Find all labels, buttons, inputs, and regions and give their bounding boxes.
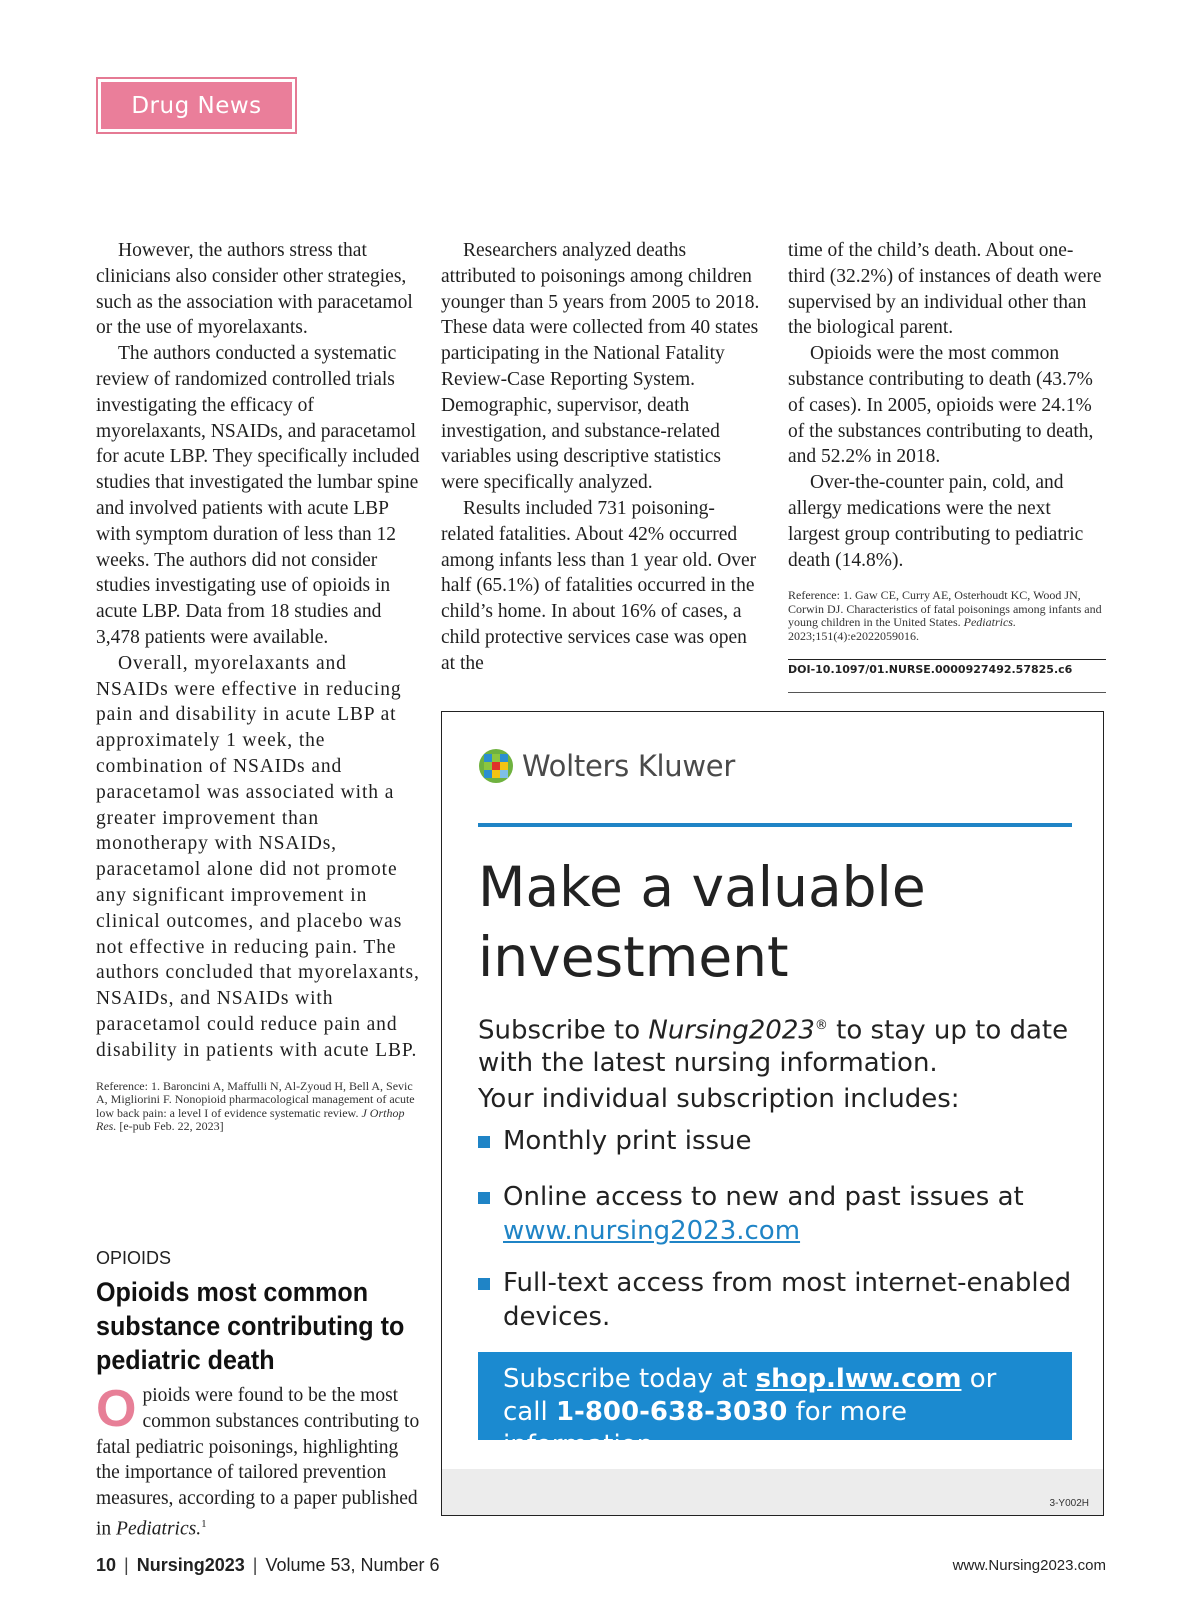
column-divider — [788, 692, 1106, 693]
col2-paragraph-1: Researchers analyzed deaths attributed to poisonings among children younger than 5 years from 2005 to 2018. These data were collected from 40 states participating in the National Fatality Review-Case Reporting System. Demographic, supervisor, death investigation, and substance-related variables using descriptive statistics were specifically analyzed. — [441, 240, 760, 494]
col1-reference — [96, 1080, 421, 1134]
col3-paragraph-2: Opioids were the most common substance contributing to death (43.7% of cases). In 2005, opioids were 24.1% of the substances contributing to death, and 52.2% in 2018. — [788, 343, 1094, 468]
reference-text: Reference: 1. Gaw CE, Curry AE, Osterhoudt KC, Wood JN, Corwin DJ. Characteristics of fatal poisonings among infants and young children in the United States. — [788, 588, 1102, 630]
brand-name: Wolters Kluwer — [522, 749, 735, 783]
benefits-list — [478, 1124, 1078, 1356]
list-item-text: Full-text access from most internet-enabled devices. — [503, 1268, 1072, 1332]
list-item — [478, 1180, 1078, 1248]
doi: DOI-10.1097/01.NURSE.0000927492.57825.c6 — [788, 659, 1106, 676]
reference-journal: Pediatrics. — [963, 615, 1016, 630]
col3-paragraph-1: time of the child’s death. About one-third (32.2%) of instances of death were supervised by an individual other than the biological parent. — [788, 240, 1102, 339]
footer-url[interactable]: www.Nursing2023.com — [952, 1557, 1106, 1574]
bullet-icon — [478, 1136, 490, 1148]
ad-intro — [478, 1010, 1078, 1115]
reference-text: Reference: 1. Baroncini A, Maffulli N, Al-Zyoud H, Bell A, Sevic A, Migliorini F. Nonopioid pharmacological management of acute low back pain: a level I of evidence systematic review. — [96, 1078, 415, 1120]
bullet-icon — [478, 1192, 490, 1204]
intro-subscription: Your individual subscription includes: — [478, 1083, 960, 1114]
col1-paragraph-2: The authors conducted a systematic review of randomized controlled trials investigating the efficacy of myorelaxants, NSAIDs, and paracetamol for acute LBP. They specifically included studies that investigated the lumbar spine and involved patients with acute LBP with symptom duration of less than 12 weeks. The authors did not consider studies investigating use of opioids in acute LBP. Data from 18 studies and 3,478 patients were available. — [96, 343, 420, 648]
section-tag-label: Drug News — [101, 82, 292, 129]
bullet-icon — [478, 1278, 490, 1290]
issue-info: Volume 53, Number 6 — [265, 1555, 440, 1575]
col2-paragraph-2: Results included 731 poisoning-related fatalities. About 42% occurred among infants less than 1 year old. Over half (65.1%) of fatalities occurred in the child’s home. In about 16% of cases, a child protective services case was open at the — [441, 497, 757, 674]
section-tag — [96, 77, 297, 134]
list-item — [478, 1124, 1078, 1158]
cta-text-or: or — [961, 1364, 997, 1394]
lead-citation: 1 — [201, 1517, 207, 1530]
cta-text: Subscribe today at — [503, 1364, 756, 1394]
reference-citation: 2023;151(4):e2022059016. — [788, 628, 919, 643]
list-item — [478, 1266, 1078, 1334]
drop-cap: O — [96, 1380, 137, 1438]
footer-left — [96, 1555, 440, 1576]
ad-divider — [478, 823, 1072, 827]
lead-text: pioids were found to be the most common substances contributing to fatal pediatric poisonings, highlighting the importance of tailored prevention measures, according to a paper published in — [96, 1385, 420, 1540]
article-column-2 — [441, 238, 763, 677]
footer-separator: | — [252, 1555, 258, 1575]
cta-banner — [478, 1352, 1072, 1460]
col3-reference — [788, 589, 1106, 643]
magazine-name: Nursing2023 — [136, 1555, 245, 1575]
reference-journal: J Orthop Res. — [96, 1105, 405, 1133]
advertisement — [441, 711, 1104, 1516]
footer-separator: | — [124, 1555, 129, 1575]
ad-footer — [442, 1469, 1103, 1515]
lead-journal: Pediatrics. — [116, 1518, 202, 1540]
col3-paragraph-3: Over-the-counter pain, cold, and allergy medications were the next largest group contributing to pediatric death (14.8%). — [788, 472, 1084, 571]
brand-logo — [478, 748, 735, 784]
page-footer — [96, 1555, 1106, 1579]
intro-text-end: to stay up to date with the latest nursing information. — [478, 1015, 1069, 1078]
nursing-link[interactable]: www.nursing2023.com — [503, 1216, 801, 1246]
cta-text-end: for more information. — [503, 1397, 907, 1460]
reference-date: [e-pub Feb. 22, 2023] — [119, 1119, 224, 1133]
wolters-kluwer-logo-icon — [478, 748, 514, 784]
ad-code: 3-Y002H — [1049, 1498, 1089, 1509]
article-column-3 — [788, 238, 1106, 676]
list-item-text: Online access to new and past issues at — [503, 1182, 1024, 1212]
article-headline: Opioids most common substance contributing to pediatric death — [96, 1277, 405, 1375]
shop-link[interactable]: shop.lww.com — [755, 1364, 962, 1394]
article-lead — [96, 1380, 421, 1542]
phone-number[interactable]: 1-800-638-3030 — [555, 1397, 788, 1427]
registered-mark: ® — [814, 1018, 828, 1033]
article-column-1 — [96, 238, 421, 1134]
col1-paragraph-3: Overall, myorelaxants and NSAIDs were effective in reducing pain and disability in acute LBP at approximately 1 week, the combination of NSAIDs and paracetamol was associated with a greater improvement than monotherapy with NSAIDs, paracetamol alone did not promote any significant improvement in clinical outcomes, and placebo was not effective in reducing pain. The authors concluded that myorelaxants, NSAIDs, and NSAIDs with paracetamol could reduce pain and disability in patients with acute LBP. — [96, 652, 420, 1061]
page-number: 10 — [96, 1555, 117, 1575]
article-kicker: OPIOIDS — [96, 1248, 172, 1268]
cta-call: call — [503, 1397, 556, 1427]
ad-headline: Make a valuable investment — [478, 855, 926, 989]
col1-paragraph-1: However, the authors stress that clinicians also consider other strategies, such as the association with paracetamol or the use of myorelaxants. — [96, 240, 413, 339]
list-item-text: Monthly print issue — [503, 1126, 752, 1156]
intro-text: Subscribe to — [478, 1015, 649, 1046]
opioids-article — [96, 1248, 421, 1542]
intro-magazine: Nursing2023 — [648, 1015, 815, 1046]
